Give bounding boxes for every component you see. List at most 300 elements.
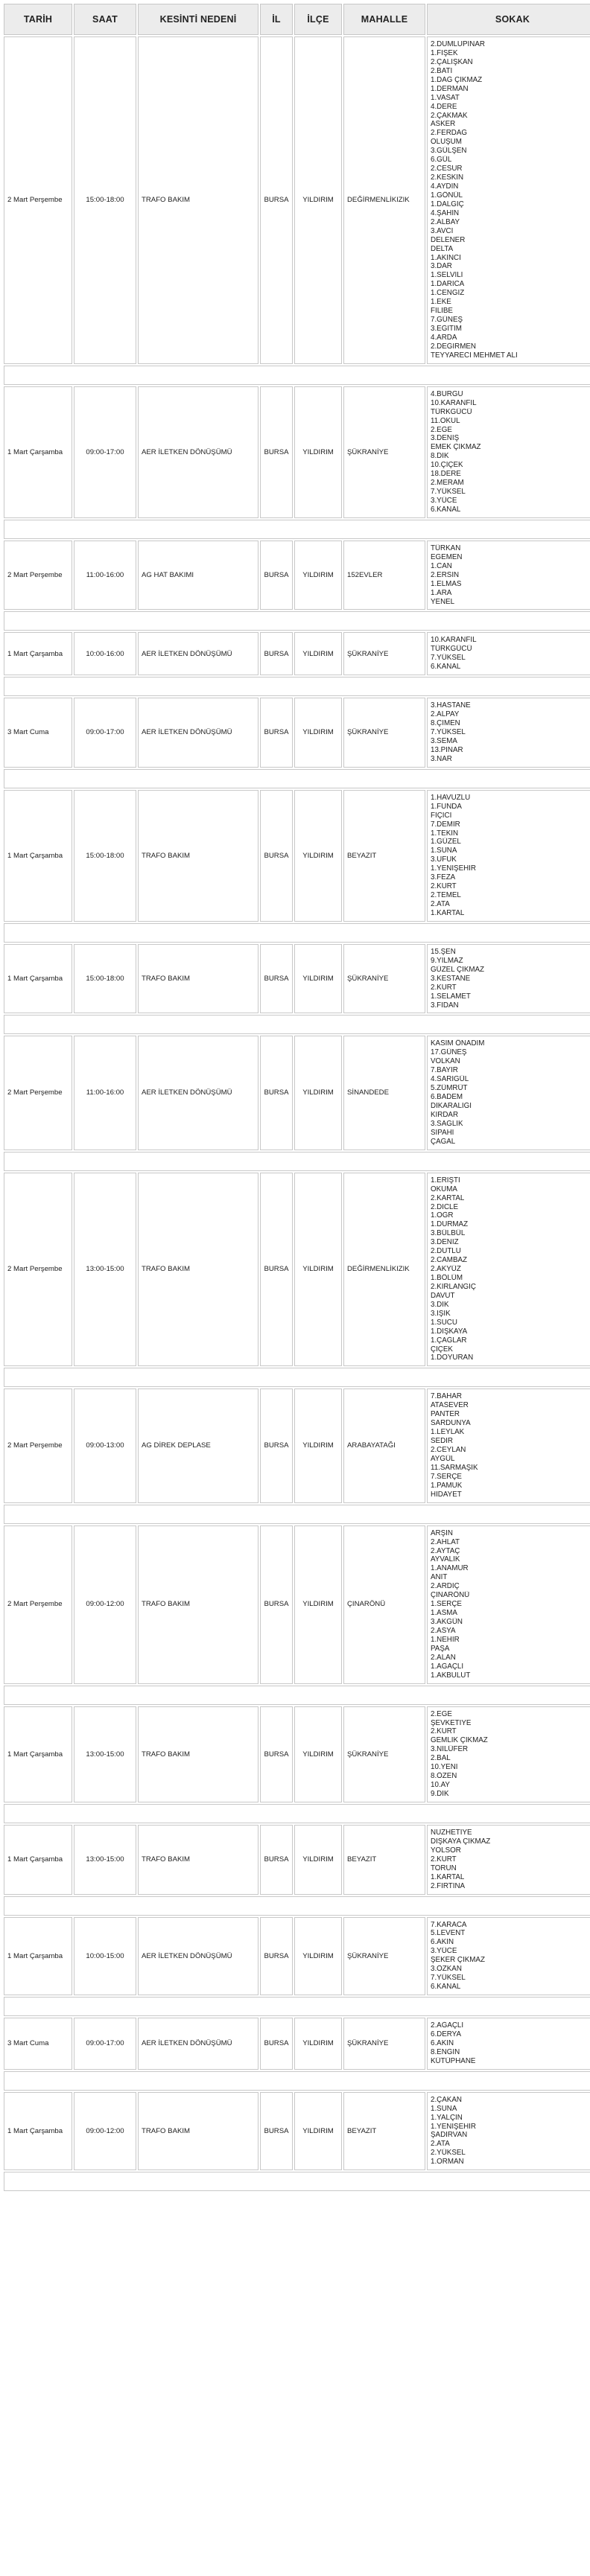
cell-ilce: YILDIRIM (294, 1706, 342, 1802)
street-name: ŞADIRVAN (431, 2131, 468, 2140)
street-name: DİKARALIĞI (431, 1102, 472, 1110)
spacer-cell (4, 1997, 590, 2016)
street-name: 2.AYTAÇ (431, 1546, 460, 1555)
street-name: SARDUNYA (431, 1419, 471, 1428)
cell-mahalle: ŞÜKRANİYE (343, 944, 425, 1014)
spacer-cell (4, 677, 590, 696)
street-name: 7.GÜNEŞ (431, 316, 463, 325)
cell-il: BURSA (260, 1825, 293, 1895)
street-name: 2.AKYÜZ (431, 1265, 461, 1274)
cell-ilce: YILDIRIM (294, 2018, 342, 2070)
cell-tarih: 2 Mart Perşembe (4, 1036, 72, 1150)
street-name: 1.NEHİR (431, 1635, 460, 1644)
table-row (4, 541, 590, 610)
street-name: EGEMEN (431, 552, 463, 561)
street-name: 1.PAMUK (431, 1481, 463, 1490)
street-name: 1.BÖLÜM (431, 1274, 463, 1282)
street-name: GEMLİK ÇIKMAZ (431, 1736, 488, 1745)
cell-saat: 09:00-12:00 (74, 1525, 136, 1684)
street-name: 3.NİLÜFER (431, 1745, 469, 1754)
cell-sokak (427, 2092, 590, 2171)
spacer-row (4, 2071, 590, 2091)
table-row (4, 36, 590, 364)
street-name: 1.TEKİN (431, 829, 459, 838)
street-name: YOLSOR (431, 1846, 461, 1855)
street-name: 2.YÜKSEL (431, 2149, 466, 2158)
street-name: 10.YENİ (431, 1763, 458, 1772)
cell-mahalle: ŞÜKRANİYE (343, 1917, 425, 1996)
street-name: 1.OĞR (431, 1211, 454, 1220)
street-name: 8.DİK (431, 452, 449, 461)
street-name: 2.ALAN (431, 1653, 456, 1662)
street-name: 1.AKBULUT (431, 1671, 471, 1680)
cell-neden: TRAFO BAKIM (138, 944, 258, 1014)
cell-mahalle: ÇINARÖNÜ (343, 1525, 425, 1684)
table-row (4, 1825, 590, 1895)
street-name: 3.FEZA (431, 873, 456, 882)
cell-tarih: 2 Mart Perşembe (4, 541, 72, 610)
cell-tarih: 1 Mart Çarşamba (4, 632, 72, 675)
cell-tarih: 1 Mart Çarşamba (4, 1917, 72, 1996)
street-name: 2.ÇALIŞKAN (431, 57, 473, 66)
street-name: 6.KANAL (431, 1983, 461, 1992)
street-name: 2.DEĞİRMEN (431, 342, 476, 351)
spacer-row (4, 1368, 590, 1387)
spacer-cell (4, 520, 590, 539)
street-name: EMEK ÇIKMAZ (431, 443, 481, 452)
cell-sokak (427, 36, 590, 364)
cell-sokak (427, 1525, 590, 1684)
street-name: 3.DENİŞ (431, 434, 460, 443)
street-name: DAVUT (431, 1291, 455, 1300)
cell-tarih: 2 Mart Perşembe (4, 1525, 72, 1684)
street-name: 1.SERÇE (431, 1600, 462, 1609)
cell-saat: 13:00-15:00 (74, 1706, 136, 1802)
street-name: 6.GÜL (431, 156, 452, 165)
cell-ilce: YILDIRIM (294, 790, 342, 922)
spacer-cell (4, 2071, 590, 2091)
street-name: 2.DİCLE (431, 1202, 459, 1211)
spacer-row (4, 1505, 590, 1524)
cell-ilce: YILDIRIM (294, 1825, 342, 1895)
street-name: 1.DARICA (431, 280, 465, 289)
street-name: 8.ÖZEN (431, 1772, 457, 1781)
cell-mahalle: ŞÜKRANİYE (343, 2018, 425, 2070)
street-name: 11.SARMAŞIK (431, 1463, 478, 1472)
street-name: 1.DIŞKAYA (431, 1327, 468, 1336)
street-name: OKUMA (431, 1185, 457, 1193)
cell-tarih: 1 Mart Çarşamba (4, 386, 72, 518)
spacer-cell (4, 923, 590, 943)
cell-saat: 15:00-18:00 (74, 36, 136, 364)
spacer-row (4, 1896, 590, 1916)
cell-sokak (427, 2018, 590, 2070)
cell-mahalle: DEĞİRMENLİKIZIK (343, 36, 425, 364)
street-name: 1.SUNA (431, 847, 457, 855)
cell-il: BURSA (260, 1706, 293, 1802)
spacer-cell (4, 769, 590, 788)
street-name: 2.BATI (431, 66, 453, 75)
street-name: 1.DERMAN (431, 84, 469, 93)
cell-mahalle: BEYAZIT (343, 1825, 425, 1895)
street-name: TÜRKGÜCÜ (431, 407, 472, 416)
street-name: 4.ARDA (431, 333, 457, 342)
cell-neden: TRAFO BAKIM (138, 1825, 258, 1895)
spacer-row (4, 366, 590, 385)
cell-ilce: YILDIRIM (294, 1036, 342, 1150)
cell-mahalle: ŞÜKRANİYE (343, 698, 425, 768)
street-name: ÇİÇEK (431, 1345, 453, 1354)
cell-il: BURSA (260, 944, 293, 1014)
cell-il: BURSA (260, 790, 293, 922)
spacer-cell (4, 366, 590, 385)
street-name: 7.YÜKSEL (431, 1974, 466, 1983)
street-name: 9.DİK (431, 1790, 449, 1798)
cell-mahalle: BEYAZIT (343, 790, 425, 922)
table-row (4, 1036, 590, 1150)
cell-tarih: 2 Mart Perşembe (4, 36, 72, 364)
street-name: 17.GÜNEŞ (431, 1048, 467, 1057)
cell-tarih: 3 Mart Cuma (4, 698, 72, 768)
street-name: 1.DALGIÇ (431, 200, 464, 208)
cell-mahalle: DEĞİRMENLİKIZIK (343, 1173, 425, 1367)
cell-ilce: YILDIRIM (294, 1173, 342, 1367)
street-name: 10.AY (431, 1781, 450, 1790)
street-name: 7.KARACA (431, 1920, 467, 1929)
street-name: 1.ORMAN (431, 2158, 464, 2167)
street-name: 3.NAR (431, 754, 452, 763)
cell-neden: TRAFO BAKIM (138, 2092, 258, 2171)
cell-il: BURSA (260, 2092, 293, 2171)
street-name: 1.CAN (431, 561, 452, 570)
spacer-cell (4, 1152, 590, 1171)
street-name: 2.ERSİN (431, 570, 460, 579)
header-ilce: İLÇE (294, 4, 342, 35)
cell-saat: 11:00-16:00 (74, 1036, 136, 1150)
street-name: 3.YÜCE (431, 1947, 457, 1956)
spacer-row (4, 1152, 590, 1171)
table-row (4, 790, 590, 922)
street-name: 15.ŞEN (431, 947, 456, 956)
cell-sokak (427, 1706, 590, 1802)
cell-tarih: 3 Mart Cuma (4, 2018, 72, 2070)
street-name: 7.DEMİR (431, 820, 460, 829)
street-name: 2.CEYLAN (431, 1446, 466, 1454)
spacer-row (4, 769, 590, 788)
cell-il: BURSA (260, 1389, 293, 1502)
spacer-cell (4, 1896, 590, 1916)
street-name: 3.DİK (431, 1300, 449, 1309)
street-name: SİPAHİ (431, 1128, 454, 1137)
street-name: 13.PINAR (431, 745, 463, 754)
cell-sokak (427, 386, 590, 518)
spacer-row (4, 2172, 590, 2191)
street-name: 8.ENGİN (431, 2047, 460, 2056)
cell-ilce: YILDIRIM (294, 944, 342, 1014)
street-name: 1.ARA (431, 588, 452, 597)
street-name: 1.KARTAL (431, 1872, 465, 1881)
header-il: İL (260, 4, 293, 35)
street-name: 3.KESTANE (431, 974, 471, 983)
street-name: VOLKAN (431, 1057, 460, 1066)
cell-tarih: 1 Mart Çarşamba (4, 1706, 72, 1802)
cell-saat: 10:00-16:00 (74, 632, 136, 675)
street-name: 1.ERİŞTİ (431, 1176, 460, 1185)
street-name: 1.EKE (431, 298, 451, 307)
spacer-cell (4, 611, 590, 631)
table-row (4, 944, 590, 1014)
cell-saat: 13:00-15:00 (74, 1173, 136, 1367)
header-saat: SAAT (74, 4, 136, 35)
street-name: 1.FUNDA (431, 802, 462, 811)
cell-sokak (427, 1389, 590, 1502)
street-name: DIŞKAYA ÇIKMAZ (431, 1837, 491, 1846)
cell-ilce: YILDIRIM (294, 2092, 342, 2171)
cell-mahalle: ŞÜKRANİYE (343, 386, 425, 518)
cell-il: BURSA (260, 632, 293, 675)
street-name: 3.YÜCE (431, 497, 457, 505)
street-name: 1.ÇAĞLAR (431, 1336, 467, 1345)
street-name: 3.IŞIK (431, 1309, 451, 1318)
cell-saat: 09:00-12:00 (74, 2092, 136, 2171)
street-name: 2.KURT (431, 1855, 457, 1864)
street-name: 7.YÜKSEL (431, 488, 466, 497)
street-name: 6.AKIN (431, 1938, 454, 1947)
street-name: 6.BADEM (431, 1093, 463, 1102)
spacer-row (4, 923, 590, 943)
street-name: 1.YALÇIN (431, 2113, 463, 2122)
cell-neden: TRAFO BAKIM (138, 1706, 258, 1802)
spacer-row (4, 1015, 590, 1034)
cell-mahalle: 152EVLER (343, 541, 425, 610)
cell-saat: 09:00-13:00 (74, 1389, 136, 1502)
spacer-cell (4, 1686, 590, 1705)
street-name: 2.CESUR (431, 165, 463, 173)
cell-neden: AER İLETKEN DÖNÜŞÜMÜ (138, 1036, 258, 1150)
street-name: 3.DENİZ (431, 1238, 459, 1247)
street-name: 7.YÜKSEL (431, 654, 466, 663)
cell-il: BURSA (260, 1917, 293, 1996)
cell-il: BURSA (260, 1036, 293, 1150)
street-name: 2.FIRTINA (431, 1881, 466, 1890)
street-name: 2.KURT (431, 983, 457, 992)
spacer-row (4, 520, 590, 539)
cell-sokak (427, 698, 590, 768)
street-name: 2.ARDIÇ (431, 1582, 460, 1591)
street-name: OLUŞUM (431, 138, 462, 147)
street-name: 1.DAĞ ÇIKMAZ (431, 75, 483, 84)
street-name: 2.CAMBAZ (431, 1256, 467, 1265)
street-name: 2.KARTAL (431, 1193, 465, 1202)
street-name: ARŞIN (431, 1528, 453, 1537)
street-name: 2.KESKİN (431, 173, 464, 182)
street-name: 1.ELMAS (431, 579, 462, 588)
spacer-cell (4, 2172, 590, 2191)
cell-ilce: YILDIRIM (294, 386, 342, 518)
street-name: SEDİR (431, 1437, 453, 1446)
table-row (4, 2018, 590, 2070)
cell-tarih: 1 Mart Çarşamba (4, 790, 72, 922)
street-name: AYVALIK (431, 1555, 460, 1564)
street-name: FIÇICI (431, 811, 452, 820)
cell-ilce: YILDIRIM (294, 36, 342, 364)
street-name: 4.SARIGÜL (431, 1075, 469, 1084)
street-name: 2.EGE (431, 1709, 452, 1718)
cell-neden: AER İLETKEN DÖNÜŞÜMÜ (138, 698, 258, 768)
cell-sokak (427, 541, 590, 610)
street-name: 3.DAR (431, 262, 452, 271)
street-name: 1.YENİŞEHİR (431, 2122, 476, 2131)
cell-saat: 15:00-18:00 (74, 944, 136, 1014)
spacer-row (4, 1997, 590, 2016)
street-name: 7.BAHAR (431, 1392, 462, 1401)
cell-tarih: 1 Mart Çarşamba (4, 2092, 72, 2171)
header-tarih: TARİH (4, 4, 72, 35)
street-name: 3.UFUK (431, 855, 457, 864)
street-name: TORUN (431, 1864, 457, 1872)
street-name: ATASEVER (431, 1401, 469, 1410)
street-name: 1.AKINCI (431, 253, 461, 262)
street-name: 3.AKGÜN (431, 1618, 463, 1626)
street-name: 2.ÇAKMAK (431, 111, 468, 120)
street-name: 3.SAĞLIK (431, 1119, 463, 1128)
street-name: 7.SERÇE (431, 1472, 462, 1481)
street-name: FİLİBE (431, 307, 453, 316)
cell-neden: AER İLETKEN DÖNÜŞÜMÜ (138, 386, 258, 518)
table-header-row (4, 4, 590, 35)
street-name: TÜRKAN (431, 543, 461, 552)
street-name: 2.DUTLU (431, 1247, 461, 1256)
spacer-cell (4, 1015, 590, 1034)
street-name: ASKER (431, 120, 456, 129)
street-name: 2.AHLAT (431, 1537, 460, 1546)
street-name: 5.ZÜMRÜT (431, 1084, 468, 1093)
street-name: KÜTÜPHANE (431, 2056, 476, 2065)
street-name: 1.GÖNÜL (431, 191, 463, 200)
street-name: 2.ASYA (431, 1626, 456, 1635)
street-name: 1.ANAMUR (431, 1564, 469, 1573)
cell-ilce: YILDIRIM (294, 1389, 342, 1502)
cell-neden: AG DİREK DEPLASE (138, 1389, 258, 1502)
spacer-row (4, 1804, 590, 1823)
street-name: 6.KANAL (431, 505, 461, 514)
street-name: ÇINARÖNÜ (431, 1591, 470, 1600)
street-name: 1.KARTAL (431, 908, 465, 917)
street-name: 3.HASTANE (431, 701, 471, 710)
cell-il: BURSA (260, 1173, 293, 1367)
street-name: 7.BAYIR (431, 1066, 458, 1075)
cell-tarih: 1 Mart Çarşamba (4, 944, 72, 1014)
street-name: 10.ÇİÇEK (431, 461, 463, 470)
street-name: 5.LEVENT (431, 1929, 466, 1938)
cell-ilce: YILDIRIM (294, 632, 342, 675)
street-name: 1.GÜZEL (431, 838, 461, 847)
street-name: 10.KARANFİL (431, 398, 477, 407)
street-name: 4.DERE (431, 102, 457, 111)
street-name: TEYYARECİ MEHMET ALİ (431, 351, 518, 360)
cell-tarih: 2 Mart Perşembe (4, 1389, 72, 1502)
cell-ilce: YILDIRIM (294, 541, 342, 610)
cell-ilce: YILDIRIM (294, 1525, 342, 1684)
street-name: 3.BÜLBÜL (431, 1229, 466, 1238)
street-name: 3.FİDAN (431, 1001, 459, 1010)
street-name: 2.FERDAĞ (431, 129, 467, 138)
street-name: ÇAĞAL (431, 1137, 456, 1146)
cell-sokak (427, 1917, 590, 1996)
street-name: 2.ALBAY (431, 217, 460, 226)
street-name: 8.ÇİMEN (431, 719, 460, 728)
street-name: GÜZEL ÇIKMAZ (431, 965, 485, 974)
street-name: 6.DERYA (431, 2030, 462, 2038)
cell-ilce: YILDIRIM (294, 1917, 342, 1996)
cell-sokak (427, 790, 590, 922)
street-name: 2.ALPAY (431, 710, 460, 719)
street-name: 1.LEYLAK (431, 1428, 465, 1437)
street-name: 1.ASMA (431, 1609, 457, 1618)
street-name: 4.AYDIN (431, 182, 459, 191)
cell-ilce: YILDIRIM (294, 698, 342, 768)
street-name: 1.DOYURAN (431, 1354, 474, 1362)
cell-mahalle: SİNANDEDE (343, 1036, 425, 1150)
cell-sokak (427, 1825, 590, 1895)
street-name: 7.YÜKSEL (431, 728, 466, 736)
cell-sokak (427, 1036, 590, 1150)
spacer-cell (4, 1505, 590, 1524)
street-name: 2.EGE (431, 425, 452, 434)
street-name: 2.MERAM (431, 479, 464, 488)
cell-saat: 15:00-18:00 (74, 790, 136, 922)
street-name: 1.AĞAÇLI (431, 1662, 464, 1671)
cell-mahalle: ŞÜKRANİYE (343, 1706, 425, 1802)
street-name: AYGÜL (431, 1454, 455, 1463)
cell-neden: AER İLETKEN DÖNÜŞÜMÜ (138, 2018, 258, 2070)
street-name: 1.VASAT (431, 93, 460, 102)
cell-neden: TRAFO BAKIM (138, 36, 258, 364)
street-name: 3.AVCI (431, 226, 454, 235)
street-name: 2.ATA (431, 2140, 450, 2149)
cell-tarih: 2 Mart Perşembe (4, 1173, 72, 1367)
street-name: 2.ÇAKAN (431, 2095, 462, 2104)
header-neden: KESİNTİ NEDENİ (138, 4, 258, 35)
street-name: 1.YENİŞEHİR (431, 864, 476, 873)
cell-saat: 10:00-15:00 (74, 1917, 136, 1996)
street-name: ŞEVKETİYE (431, 1718, 472, 1727)
header-mahalle: MAHALLE (343, 4, 425, 35)
street-name: 9.YILMAZ (431, 956, 463, 965)
street-name: 2.AĞAÇLI (431, 2021, 464, 2030)
street-name: 11.OKUL (431, 416, 460, 425)
header-sokak: SOKAK (427, 4, 590, 35)
cell-neden: AER İLETKEN DÖNÜŞÜMÜ (138, 1917, 258, 1996)
cell-sokak (427, 632, 590, 675)
street-name: ANIT (431, 1573, 448, 1582)
table-row (4, 1706, 590, 1802)
street-name: HİDAYET (431, 1490, 462, 1499)
cell-neden: TRAFO BAKIM (138, 1525, 258, 1684)
street-name: KIRDAR (431, 1110, 459, 1119)
cell-saat: 09:00-17:00 (74, 698, 136, 768)
street-name: DELTA (431, 244, 454, 253)
spacer-row (4, 677, 590, 696)
street-name: PAŞA (431, 1644, 450, 1653)
street-name: YENEL (431, 597, 455, 606)
street-name: 1.SUCU (431, 1318, 457, 1327)
street-name: 1.SELVİLİ (431, 271, 463, 280)
cell-neden: AER İLETKEN DÖNÜŞÜMÜ (138, 632, 258, 675)
table-row (4, 1917, 590, 1996)
street-name: 3.GÜLŞEN (431, 147, 467, 156)
street-name: 2.KURT (431, 1727, 457, 1736)
